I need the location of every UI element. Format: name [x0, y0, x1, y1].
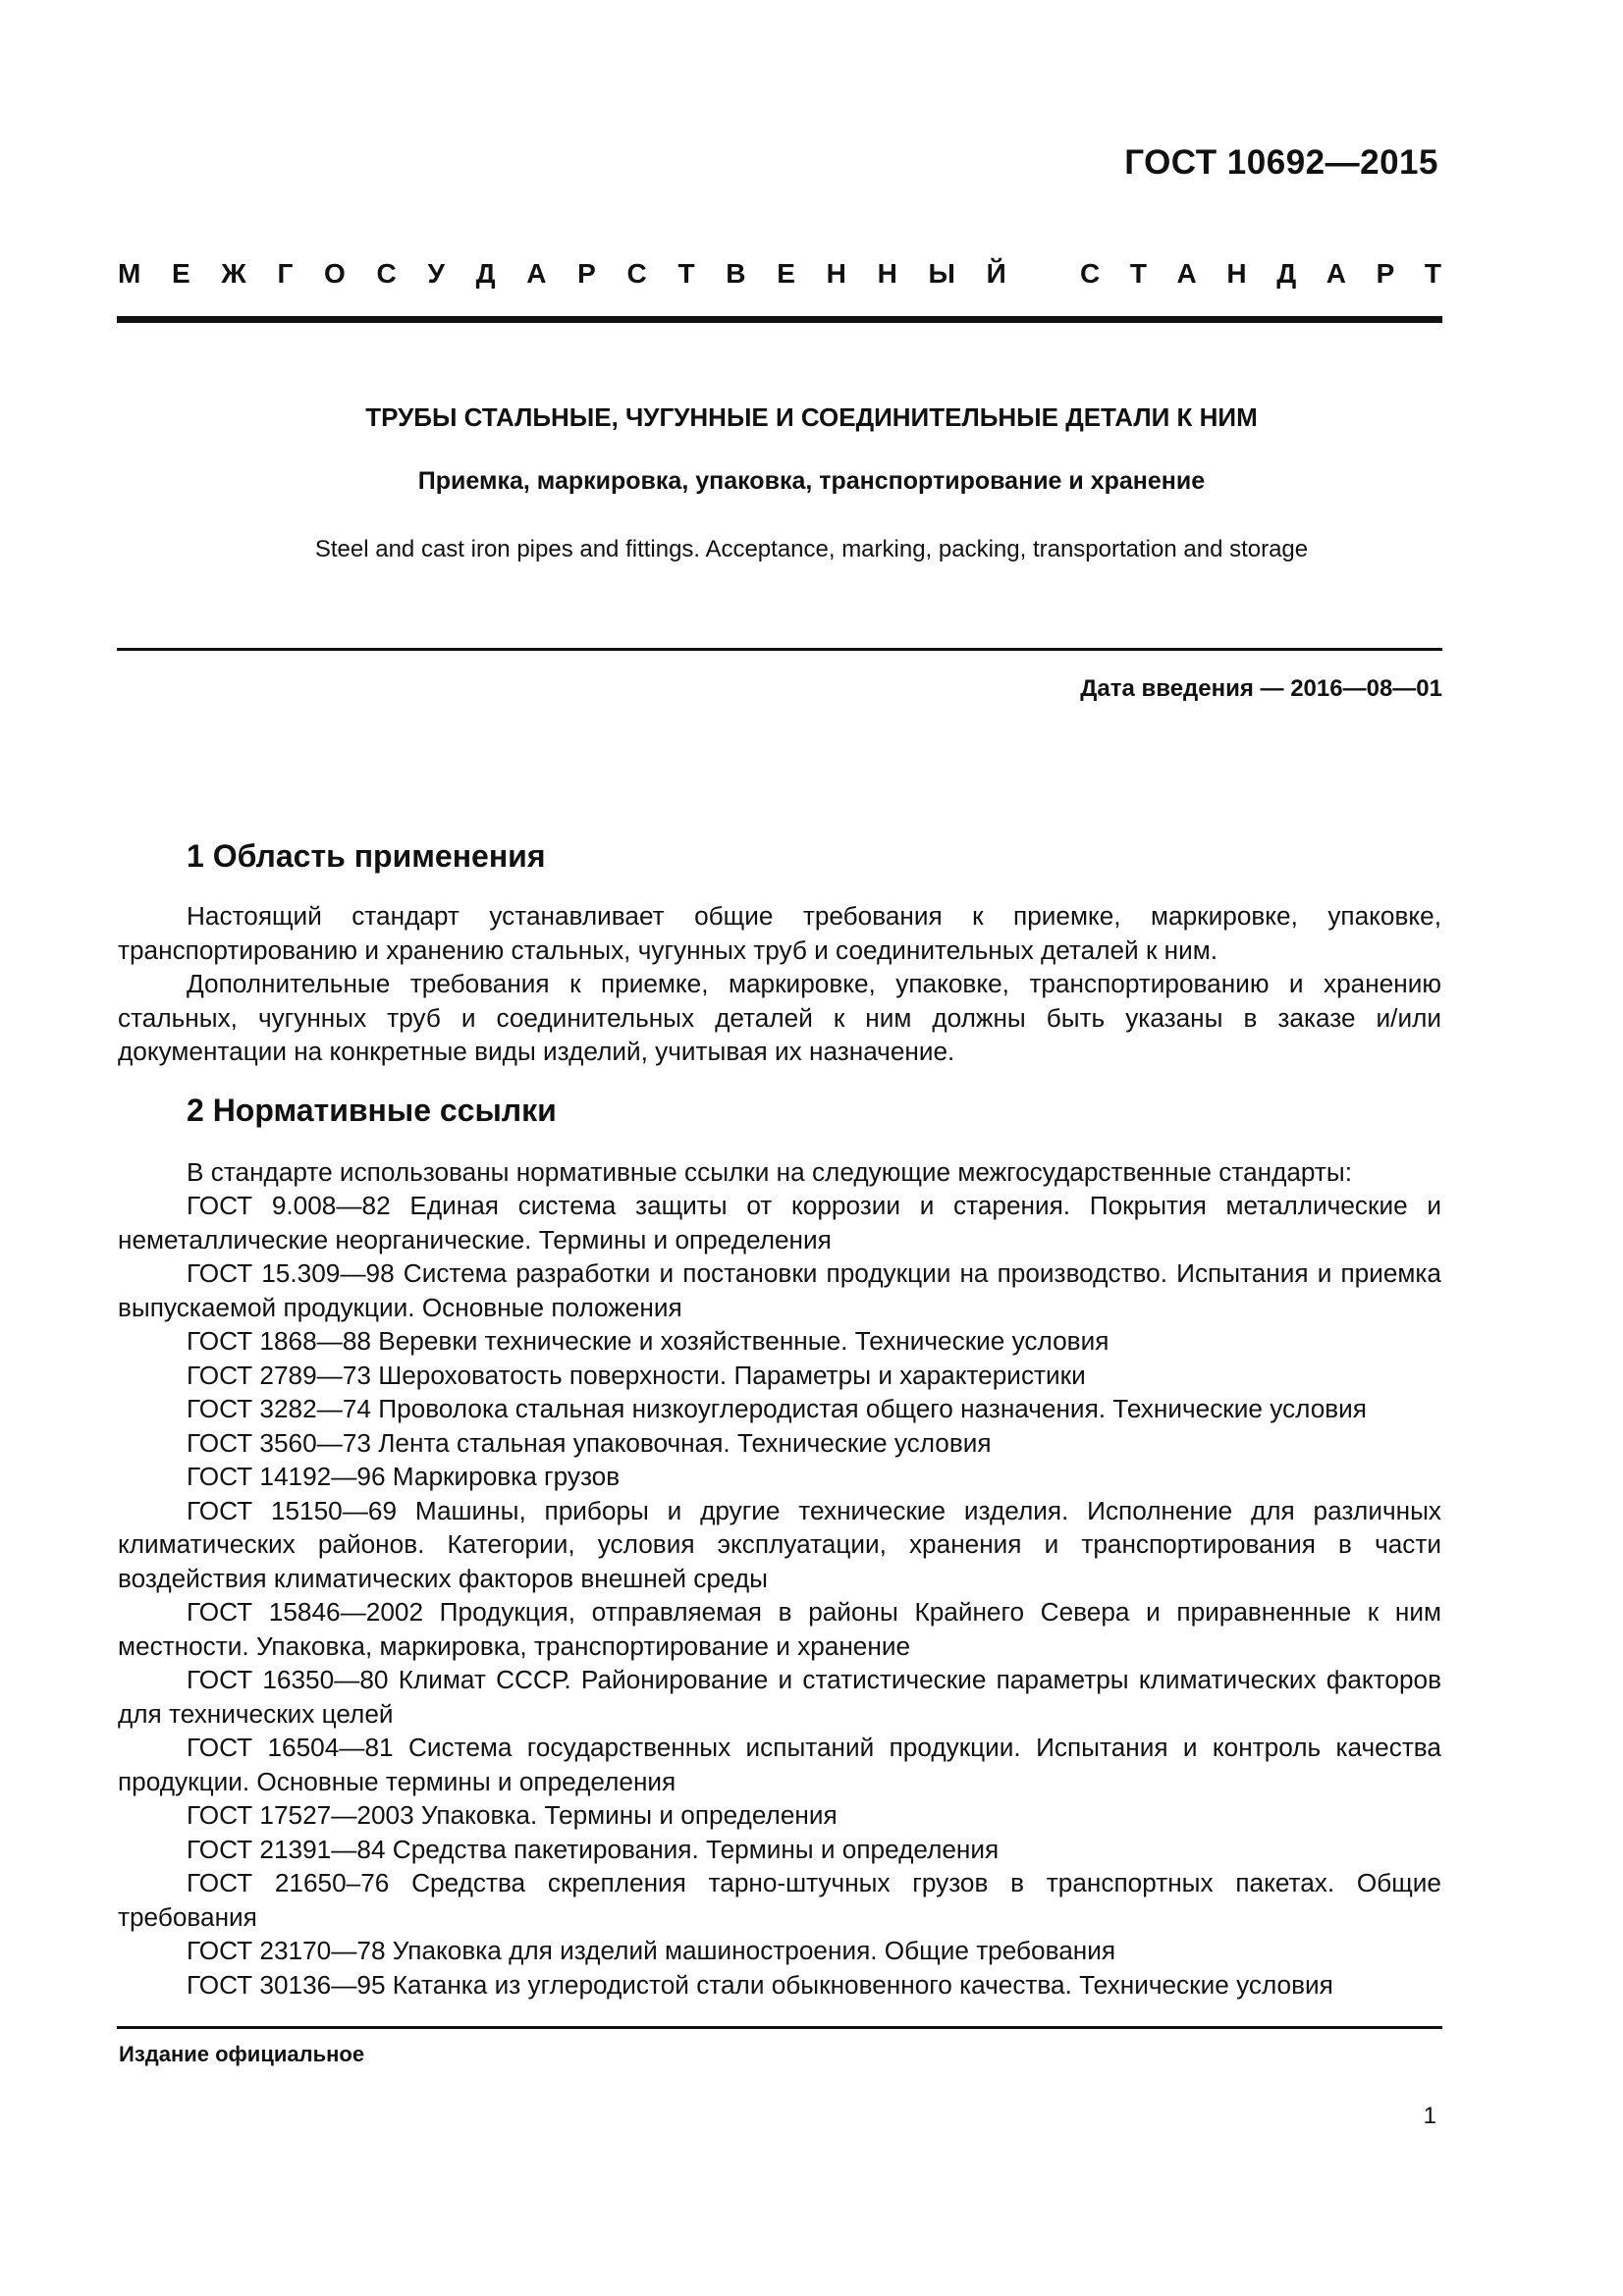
document-title: ТРУБЫ СТАЛЬНЫЕ, ЧУГУННЫЕ И СОЕДИНИТЕЛЬНЫЕ ДЕТАЛИ К НИМ — [365, 402, 1258, 432]
reference-item: ГОСТ 30136—95 Катанка из углеродистой стали обыкновенного качества. Технические условия — [187, 1969, 1333, 2000]
banner-word1-letter: У — [427, 258, 445, 289]
banner-word1-letter: Ж — [221, 258, 246, 289]
banner-word1-letter: Т — [677, 258, 695, 289]
reference-item: ГОСТ 16504—81 Система государственных испытаний продукции. Испытания и контроль качества продукции. Основные термины и определения — [118, 1733, 1441, 1796]
reference-item: ГОСТ 21650–76 Средства скрепления тарно-штучных грузов в транспортных пакетах. Общие требования — [118, 1868, 1441, 1932]
page-number: 1 — [1423, 2103, 1436, 2129]
banner-word1-letter: Н — [826, 258, 846, 289]
interstate-standard-banner — [118, 258, 1441, 290]
footer-rule — [117, 2026, 1442, 2029]
section-heading-normative-references: 2 Нормативные ссылки — [187, 1092, 557, 1128]
title-rule — [117, 648, 1442, 651]
reference-item: ГОСТ 15150—69 Машины, приборы и другие технические изделия. Исполнение для различных климатических районов. Категории, условия эксплуатации, хранения и транспортирования в части воздействия климатических факторов внешней среды — [118, 1495, 1441, 1593]
reference-item: ГОСТ 9.008—82 Единая система защиты от коррозии и старения. Покрытия металлические и неметаллические неорганические. Термины и определения — [118, 1191, 1441, 1255]
banner-word1-letter: А — [526, 258, 547, 289]
banner-word1-letter: В — [726, 258, 746, 289]
reference-item: ГОСТ 23170—78 Упаковка для изделий машиностроения. Общие требования — [187, 1936, 1116, 1965]
banner-word1-letter: Ы — [928, 258, 955, 289]
banner-word2-letter: А — [1176, 258, 1197, 289]
reference-list — [118, 1189, 1441, 2002]
banner-word1-letter: С — [626, 258, 647, 289]
document-code: ГОСТ 10692—2015 — [1124, 143, 1438, 182]
banner-word1-letter: М — [118, 258, 141, 289]
reference-item: ГОСТ 16350—80 Климат СССР. Районирование и статистические параметры климатических факторов для технических целей — [118, 1665, 1441, 1729]
banner-word-interstate — [118, 258, 1006, 290]
reference-item: ГОСТ 15846—2002 Продукция, отправляемая в районы Крайнего Севера и приравненные к ним местности. Упаковка, маркировка, транспортирование и хранение — [118, 1597, 1441, 1661]
reference-item: ГОСТ 3282—74 Проволока стальная низкоуглеродистая общего назначения. Технические условия — [187, 1394, 1367, 1423]
document-subtitle: Приемка, маркировка, упаковка, транспортирование и хранение — [417, 467, 1206, 495]
banner-word1-letter: Д — [475, 258, 496, 289]
banner-word1-letter: Р — [577, 258, 596, 289]
english-title: Steel and cast iron pipes and fittings. Acceptance, marking, packing, transportation and storage — [314, 536, 1309, 562]
reference-item: ГОСТ 3560—73 Лента стальная упаковочная. Технические условия — [187, 1427, 992, 1458]
banner-word1-letter: Е — [172, 258, 190, 289]
banner-word2-letter: Т — [1129, 258, 1147, 289]
banner-word2-letter: Д — [1276, 258, 1297, 289]
references-intro: В стандарте использованы нормативные ссылки на следующие межгосударственные стандарты: — [187, 1156, 1353, 1187]
banner-word1-letter: С — [376, 258, 397, 289]
banner-word1-letter: Е — [777, 258, 795, 289]
document-body — [118, 836, 1441, 2002]
banner-word1-letter: О — [324, 258, 346, 289]
scope-paragraph: Дополнительные требования к приемке, маркировке, упаковке, транспортированию и хранению стальных, чугунных труб и соединительных деталей к ним должны быть указаны в заказе и/или документации на конкретные виды изделий, учитывая их назначение. — [118, 969, 1441, 1066]
section-heading-scope: 1 Область применения — [187, 838, 546, 874]
official-edition-label: Издание официальное — [119, 2042, 365, 2066]
scope-paragraph: Настоящий стандарт устанавливает общие требования к приемке, маркировке, упаковке, транспортированию и хранению стальных, чугунных труб и соединительных деталей к ним. — [118, 901, 1441, 965]
reference-item: ГОСТ 15.309—98 Система разработки и постановки продукции на производство. Испытания и приемка выпускаемой продукции. Основные положения — [118, 1258, 1441, 1322]
reference-item: ГОСТ 14192—96 Маркировка грузов — [187, 1462, 621, 1491]
banner-word1-letter: Н — [877, 258, 897, 289]
banner-word2-letter: Т — [1424, 258, 1441, 289]
reference-item: ГОСТ 17527—2003 Упаковка. Термины и определения — [187, 1800, 838, 1830]
banner-word1-letter: Й — [986, 258, 1006, 289]
reference-item: ГОСТ 21391—84 Средства пакетирования. Термины и определения — [187, 1834, 1000, 1864]
introduction-date: Дата введения — 2016—08—01 — [1080, 675, 1442, 702]
banner-word1-letter: Г — [277, 258, 294, 289]
banner-word-standard — [1080, 258, 1441, 290]
reference-item: ГОСТ 2789—73 Шероховатость поверхности. Параметры и характеристики — [187, 1360, 1086, 1390]
banner-word2-letter: С — [1080, 258, 1101, 289]
banner-word2-letter: Н — [1226, 258, 1247, 289]
reference-item: ГОСТ 1868—88 Веревки технические и хозяйственные. Технические условия — [187, 1326, 1109, 1356]
banner-word2-letter: Р — [1376, 258, 1395, 289]
header-rule — [117, 316, 1442, 323]
banner-word2-letter: А — [1325, 258, 1346, 289]
